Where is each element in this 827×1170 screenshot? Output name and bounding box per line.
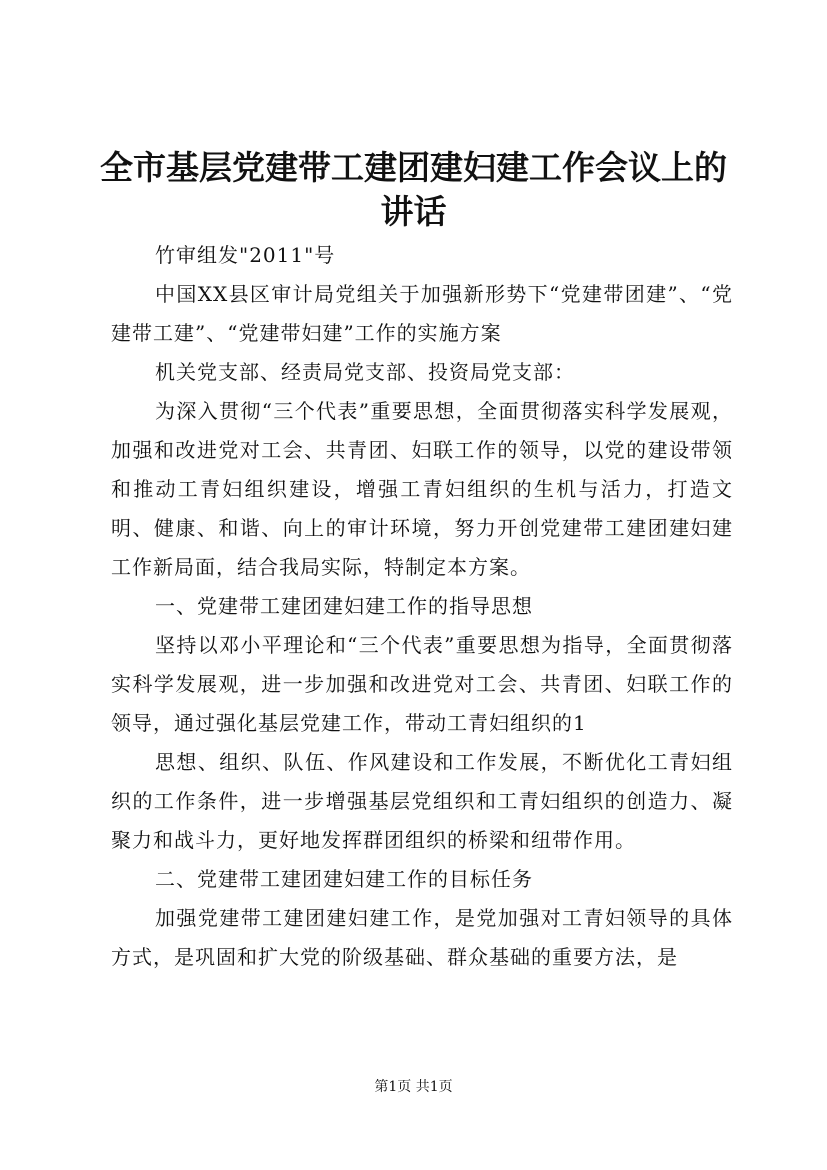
document-body — [111, 236, 733, 977]
body-paragraph: 坚持以邓小平理论和“三个代表”重要思想为指导，全面贯彻落实科学发展观，进一步加强和改进党对工会、共青团、妇联工作的领导，通过强化基层党建工作，带动工青妇组织的1 — [111, 633, 733, 735]
document-title: 全市基层党建带工建团建妇建工作会议上的讲话 — [100, 148, 727, 231]
body-paragraph: 为深入贯彻“三个代表”重要思想，全面贯彻落实科学发展观，加强和改进党对工会、共青团、妇联工作的领导，以党的建设带领和推动工青妇组织建设，增强工青妇组织的生机与活力，打造文明、健康、和谐、向上的审计环境，努力开创党建带工建团建妇建工作新局面，结合我局实际，特制定本方案。 — [111, 399, 733, 579]
section-heading-2: 二、党建带工建团建妇建工作的目标任务 — [155, 867, 533, 891]
plan-heading: 中国XX县区审计局党组关于加强新形势下“党建带团建”、“党建带工建”、“党建带妇建”工作的实施方案 — [111, 282, 733, 345]
doc-number: 竹审组发"2011"号 — [155, 243, 336, 267]
body-paragraph: 加强党建带工建团建妇建工作，是党加强对工青妇领导的具体方式，是巩固和扩大党的阶级基础、群众基础的重要方法，是 — [111, 906, 733, 969]
addressee: 机关党支部、经责局党支部、投资局党支部： — [155, 360, 575, 384]
section-heading-1: 一、党建带工建团建妇建工作的指导思想 — [155, 594, 533, 618]
body-paragraph: 思想、组织、队伍、作风建设和工作发展，不断优化工青妇组织的工作条件，进一步增强基层党组织和工青妇组织的创造力、凝聚力和战斗力，更好地发挥群团组织的桥梁和纽带作用。 — [111, 750, 733, 852]
page-footer: 第1页 共1页 — [374, 1079, 453, 1095]
